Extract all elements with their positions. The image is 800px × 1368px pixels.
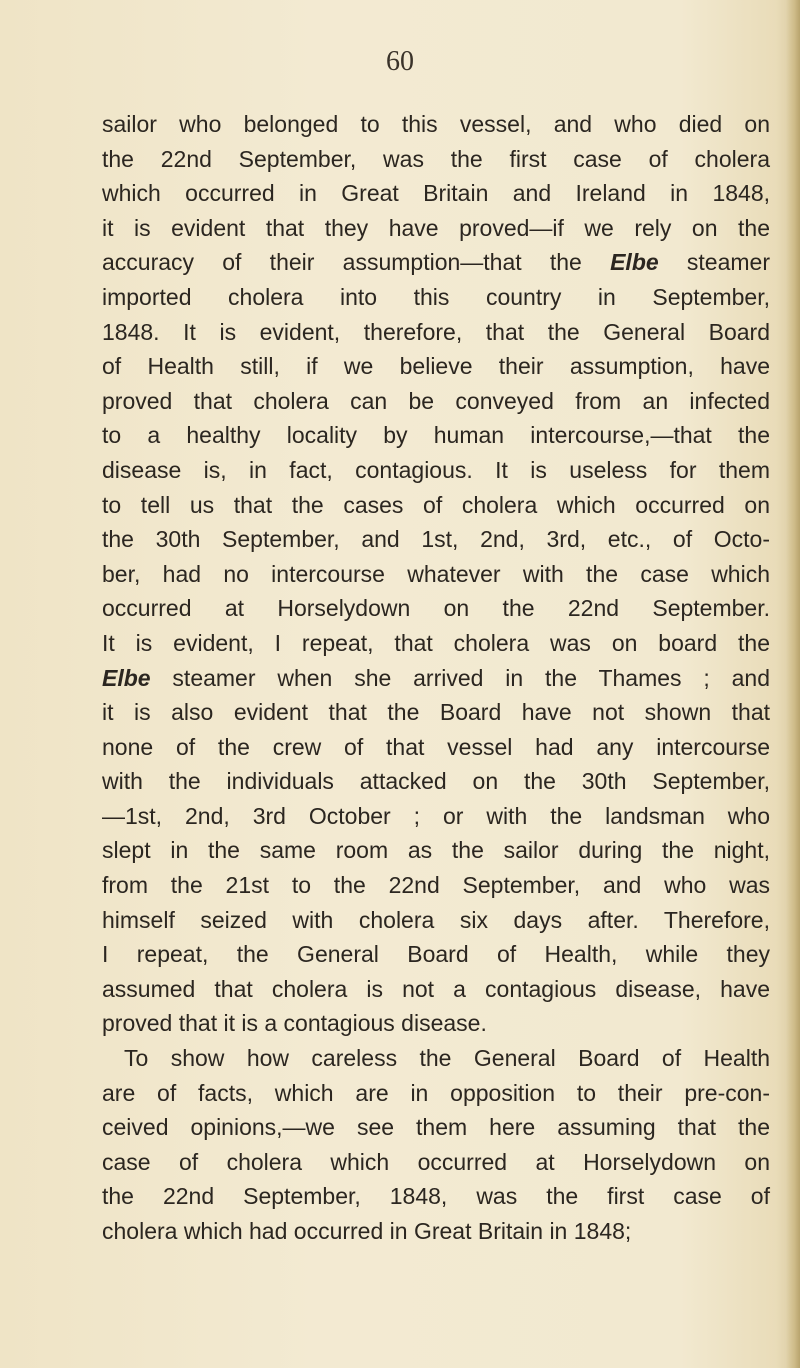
text-line: himself seized with cholera six days after. Therefore, <box>102 906 770 933</box>
text-line: to tell us that the cases of cholera which occurred on <box>102 491 770 518</box>
text-line: It is evident, I repeat, that cholera was on board the <box>102 629 770 656</box>
text-line: —1st, 2nd, 3rd October ; or with the landsman who <box>102 802 770 829</box>
text-line: it is evident that they have proved—if we rely on the <box>102 214 770 241</box>
text-line: proved that it is a contagious disease. <box>102 1010 487 1037</box>
ship-name-elbe: Elbe <box>610 249 659 276</box>
text-line: occurred at Horselydown on the 22nd September. <box>102 595 770 622</box>
page-number: 60 <box>386 46 414 77</box>
text-line-paragraph-start: To show how careless the General Board of Health <box>124 1045 770 1072</box>
text-line: case of cholera which occurred at Horselydown on <box>102 1148 770 1175</box>
text-line: imported cholera into this country in September, <box>102 283 770 310</box>
text-line: ber, had no intercourse whatever with the case which <box>102 560 770 587</box>
text-segment: steamer <box>658 249 770 276</box>
text-line: to a healthy locality by human intercourse,—that the <box>102 422 770 449</box>
body-text <box>102 107 770 1249</box>
text-line: with the individuals attacked on the 30th September, <box>102 768 770 795</box>
text-line: none of the crew of that vessel had any intercourse <box>102 733 770 760</box>
text-line: disease is, in fact, contagious. It is useless for them <box>102 456 770 483</box>
page-edge-shadow <box>786 0 800 1368</box>
text-line <box>102 661 770 696</box>
text-line: I repeat, the General Board of Health, while they <box>102 941 770 968</box>
text-line <box>102 245 770 280</box>
text-line: ceived opinions,—we see them here assuming that the <box>102 1114 770 1141</box>
text-line: cholera which had occurred in Great Britain in 1848; <box>102 1218 632 1244</box>
text-line: it is also evident that the Board have not shown that <box>102 699 770 726</box>
text-line: of Health still, if we believe their assumption, have <box>102 353 770 380</box>
text-line: which occurred in Great Britain and Ireland in 1848, <box>102 180 770 207</box>
text-line: the 22nd September, 1848, was the first case of <box>102 1183 770 1210</box>
text-line: slept in the same room as the sailor during the night, <box>102 837 770 864</box>
text-line: proved that cholera can be conveyed from an infected <box>102 387 770 414</box>
text-line: 1848. It is evident, therefore, that the General Board <box>102 318 770 345</box>
text-line: the 30th September, and 1st, 2nd, 3rd, etc., of Octo- <box>102 526 770 553</box>
text-line: from the 21st to the 22nd September, and who was <box>102 872 770 899</box>
text-line: sailor who belonged to this vessel, and who died on <box>102 111 770 137</box>
text-segment: accuracy of their assumption—that the <box>102 249 611 276</box>
text-line: assumed that cholera is not a contagious disease, have <box>102 975 770 1002</box>
text-line: are of facts, which are in opposition to their pre-con- <box>102 1079 770 1106</box>
text-segment: steamer when she arrived in the Thames ; and <box>150 664 770 691</box>
ship-name-elbe: Elbe <box>102 664 151 691</box>
text-line: the 22nd September, was the first case of cholera <box>102 145 770 172</box>
